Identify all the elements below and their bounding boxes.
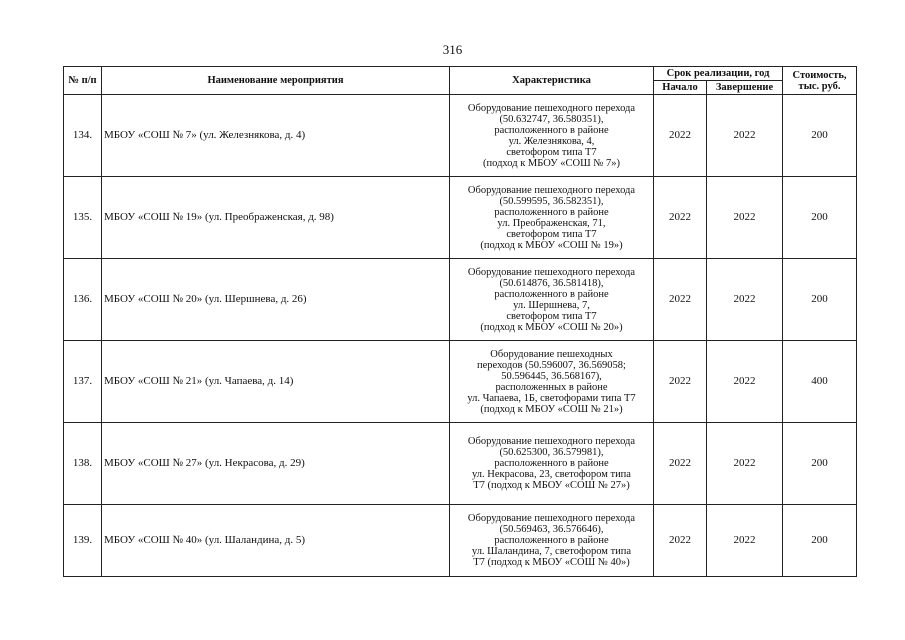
row-description — [450, 95, 654, 177]
description-line: ул. Чапаева, 1Б, светофорами типа Т7 — [467, 392, 636, 404]
description-line: 50.596445, 36.568167), — [501, 370, 602, 382]
row-number: 138. — [64, 423, 102, 505]
page-number: 316 — [442, 42, 463, 57]
row-cost: 200 — [783, 505, 857, 577]
row-number: 139. — [64, 505, 102, 577]
row-start-year: 2022 — [654, 177, 707, 259]
description-line: Т7 (подход к МБОУ «СОШ № 40») — [473, 557, 630, 568]
row-description — [450, 341, 654, 423]
row-name: МБОУ «СОШ № 40» (ул. Шаландина, д. 5) — [102, 505, 450, 577]
header-end: Завершение — [707, 81, 783, 95]
measures-table — [63, 66, 857, 577]
table-row — [64, 259, 857, 341]
row-name: МБОУ «СОШ № 21» (ул. Чапаева, д. 14) — [102, 341, 450, 423]
description-line: (подход к МБОУ «СОШ № 20») — [480, 321, 623, 333]
description-line: расположенного в районе — [494, 206, 609, 218]
row-name: МБОУ «СОШ № 19» (ул. Преображенская, д. 98) — [102, 177, 450, 259]
description-line: расположенного в районе — [494, 288, 609, 300]
row-number: 137. — [64, 341, 102, 423]
row-name: МБОУ «СОШ № 27» (ул. Некрасова, д. 29) — [102, 423, 450, 505]
row-end-year: 2022 — [707, 177, 783, 259]
header-name: Наименование мероприятия — [102, 67, 450, 95]
row-start-year: 2022 — [654, 505, 707, 577]
row-start-year: 2022 — [654, 259, 707, 341]
description-line: Оборудование пешеходного перехода — [467, 184, 636, 196]
description-line: переходов (50.596007, 36.569058; — [477, 359, 626, 371]
row-description — [450, 423, 654, 505]
description-line: расположенных в районе — [495, 381, 608, 393]
description-line: (50.614876, 36.581418), — [499, 277, 604, 289]
header-start: Начало — [654, 81, 707, 95]
description-line: светофором типа Т7 — [506, 146, 597, 158]
row-end-year: 2022 — [707, 505, 783, 577]
table-row — [64, 423, 857, 505]
description-line: Оборудование пешеходного перехода — [467, 102, 636, 114]
description-line: (50.625300, 36.579981), — [499, 447, 604, 458]
description-line: расположенного в районе — [494, 535, 609, 546]
description-line: (50.599595, 36.582351), — [499, 195, 604, 207]
description-line: (подход к МБОУ «СОШ № 21») — [480, 403, 623, 415]
description-line: (50.569463, 36.576646), — [499, 524, 604, 535]
table-row — [64, 505, 857, 577]
row-end-year: 2022 — [707, 95, 783, 177]
row-number: 136. — [64, 259, 102, 341]
description-line: светофором типа Т7 — [506, 310, 597, 322]
table-row — [64, 95, 857, 177]
description-line: ул. Шершнева, 7, — [513, 299, 590, 311]
row-number: 135. — [64, 177, 102, 259]
table-body — [64, 95, 857, 577]
row-start-year: 2022 — [654, 95, 707, 177]
row-end-year: 2022 — [707, 259, 783, 341]
row-cost: 200 — [783, 259, 857, 341]
description-line: ул. Железнякова, 4, — [508, 135, 595, 147]
description-line: (50.632747, 36.580351), — [499, 113, 604, 125]
description-line: расположенного в районе — [494, 124, 609, 136]
row-end-year: 2022 — [707, 423, 783, 505]
description-line: Оборудование пешеходного перехода — [467, 436, 636, 447]
row-number: 134. — [64, 95, 102, 177]
row-name: МБОУ «СОШ № 7» (ул. Железнякова, д. 4) — [102, 95, 450, 177]
description-line: ул. Некрасова, 23, светофором типа — [472, 469, 631, 480]
description-line: (подход к МБОУ «СОШ № 19») — [480, 239, 623, 251]
row-description — [450, 259, 654, 341]
row-name: МБОУ «СОШ № 20» (ул. Шершнева, д. 26) — [102, 259, 450, 341]
row-description — [450, 505, 654, 577]
header-cost: Стоимость, тыс. руб. — [783, 67, 857, 95]
row-start-year: 2022 — [654, 341, 707, 423]
header-desc: Характеристика — [450, 67, 654, 95]
row-description — [450, 177, 654, 259]
description-line: Оборудование пешеходного перехода — [467, 513, 636, 524]
row-cost: 200 — [783, 95, 857, 177]
row-start-year: 2022 — [654, 423, 707, 505]
description-line: светофором типа Т7 — [506, 228, 597, 240]
description-line: ул. Шаландина, 7, светофором типа — [471, 546, 632, 557]
header-period: Срок реализации, год — [654, 67, 783, 81]
description-line: ул. Преображенская, 71, — [497, 217, 606, 229]
table-row — [64, 177, 857, 259]
header-num: № п/п — [64, 67, 102, 95]
description-line: Т7 (подход к МБОУ «СОШ № 27») — [473, 480, 630, 491]
description-line: Оборудование пешеходного перехода — [467, 266, 636, 278]
row-cost: 400 — [783, 341, 857, 423]
row-end-year: 2022 — [707, 341, 783, 423]
row-cost: 200 — [783, 423, 857, 505]
description-line: расположенного в районе — [494, 458, 609, 469]
row-cost: 200 — [783, 177, 857, 259]
table-row — [64, 341, 857, 423]
description-line: (подход к МБОУ «СОШ № 7») — [483, 157, 620, 169]
description-line: Оборудование пешеходных — [490, 348, 613, 360]
